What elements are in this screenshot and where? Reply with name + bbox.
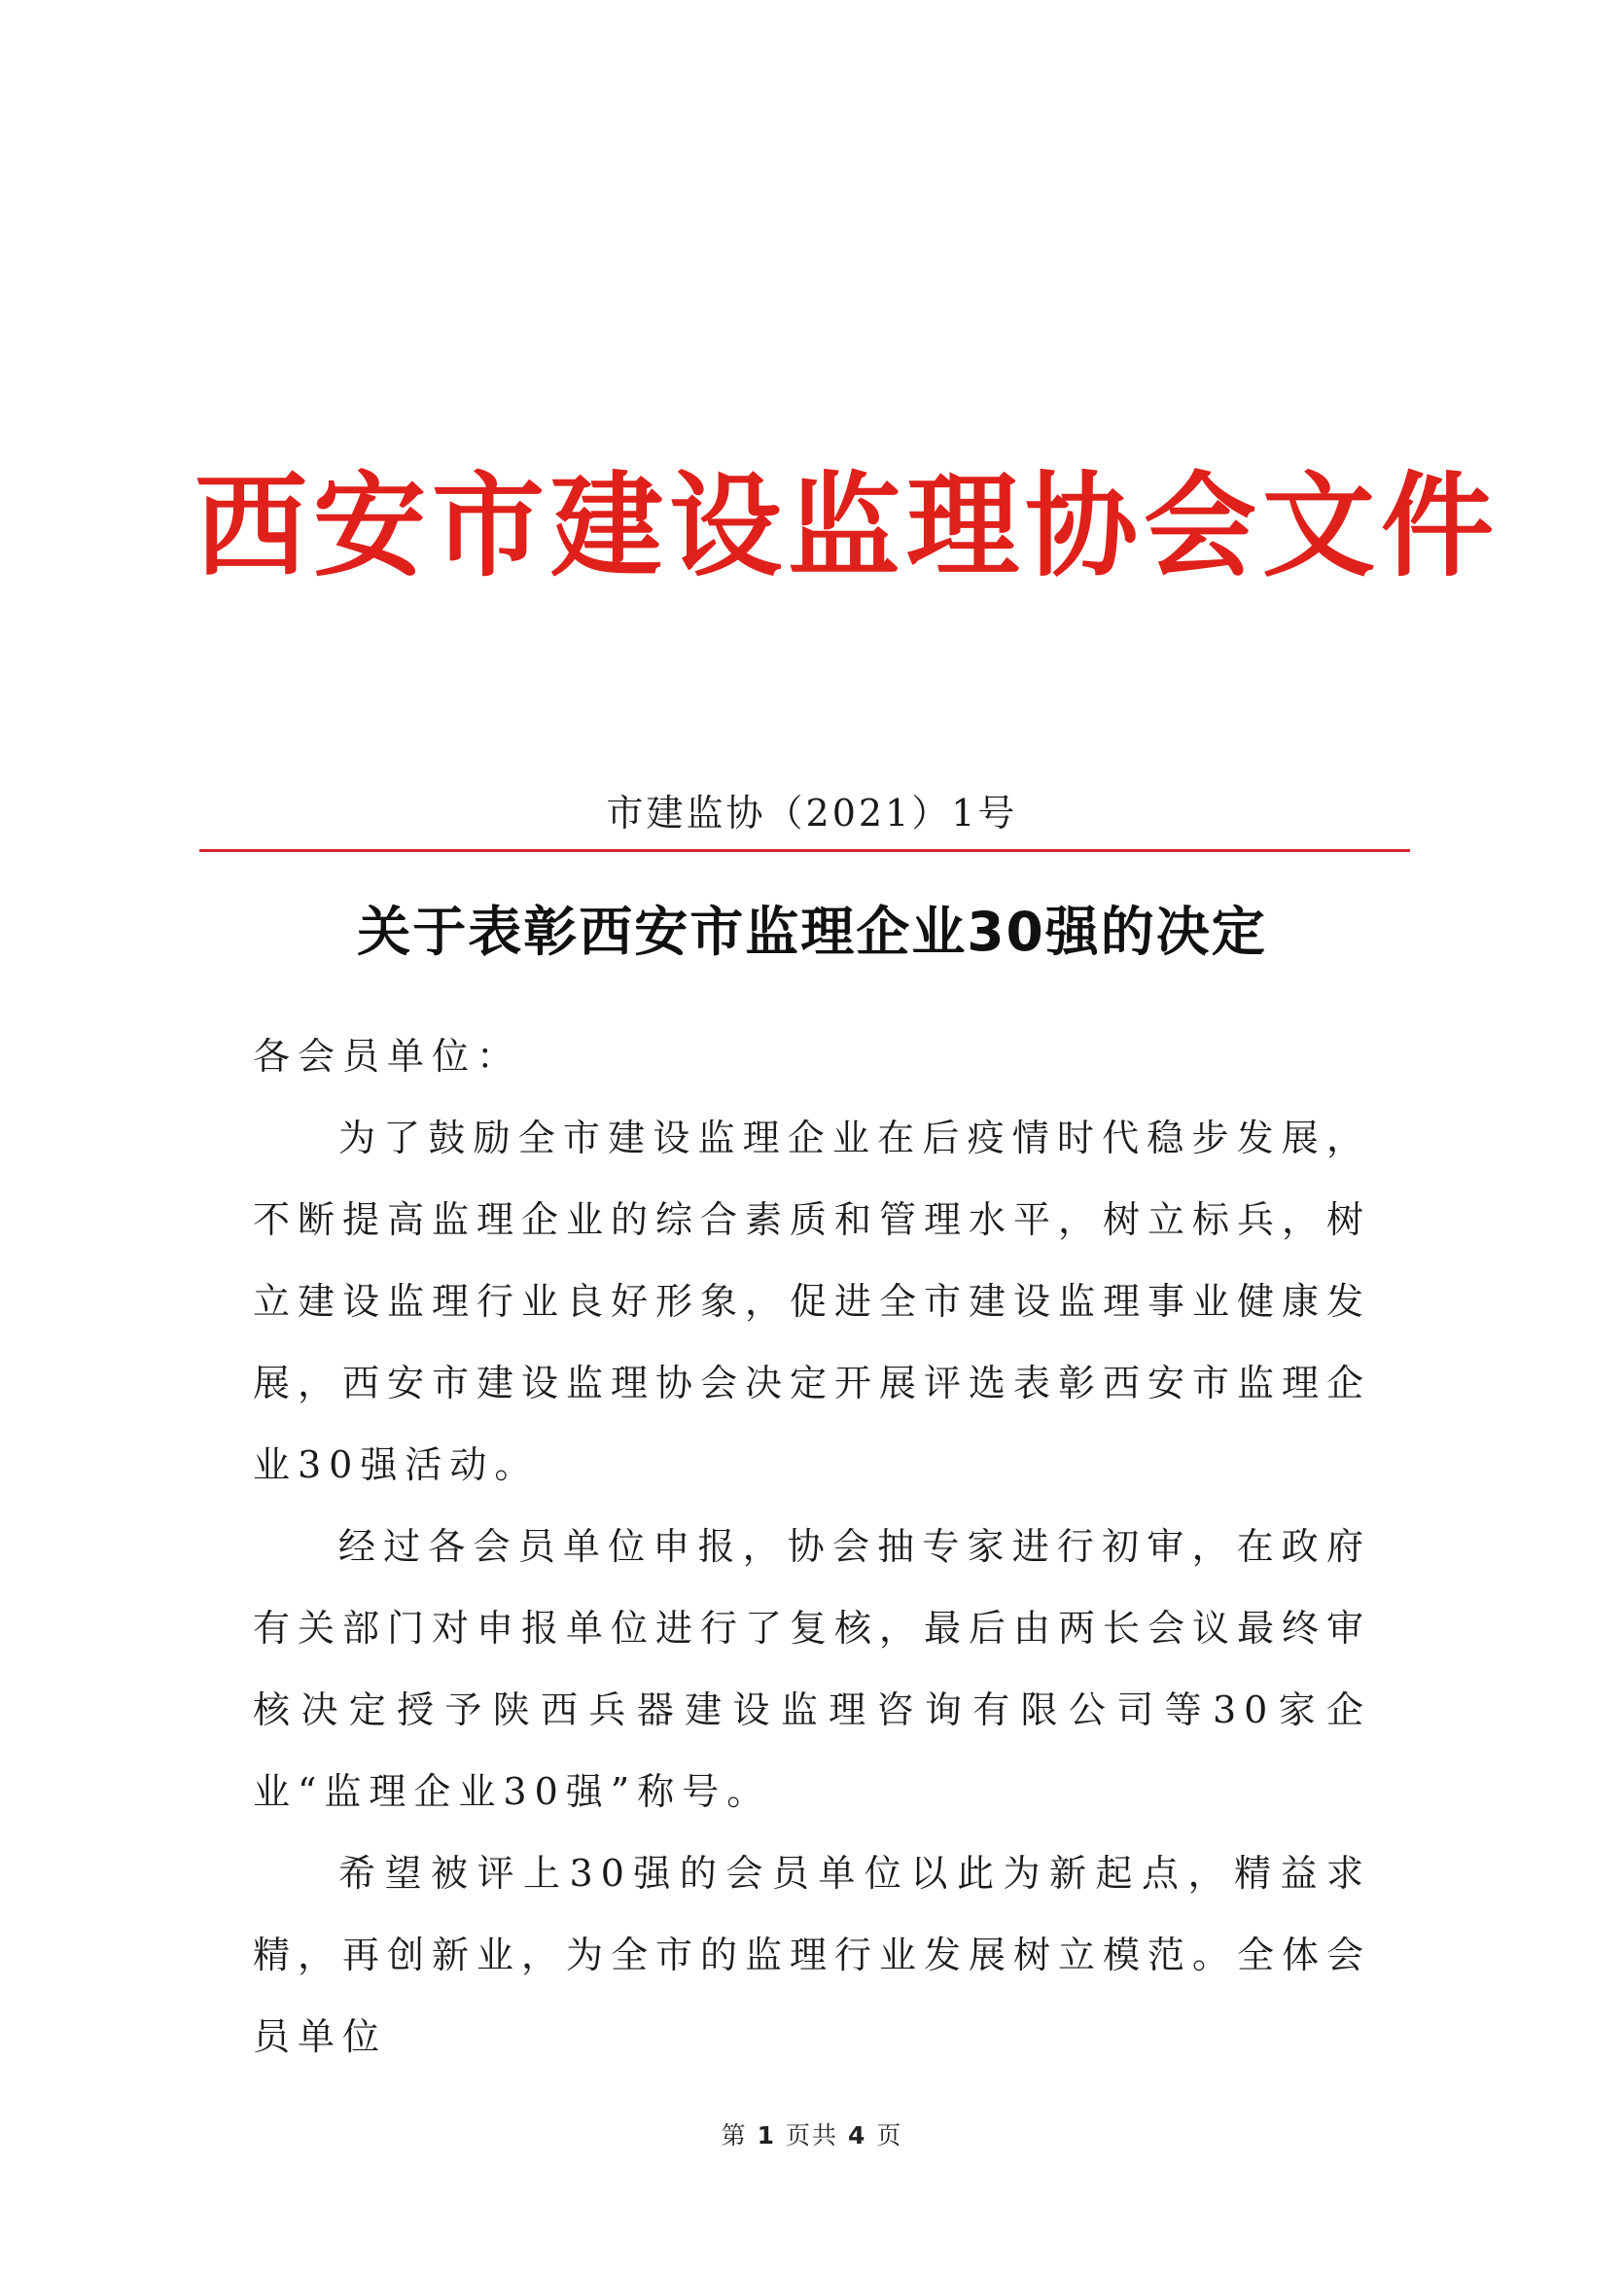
footer-suffix: 页: [876, 2121, 903, 2150]
footer-prefix: 第: [721, 2121, 748, 2150]
issuer-header-title: 西安市建设监理协会文件: [194, 461, 1500, 592]
salutation: 各会员单位：: [253, 1035, 522, 1078]
document-number: 市建监协（2021）1号: [606, 792, 1018, 835]
document-body: [253, 1015, 1371, 2078]
footer-page-number: 1: [757, 2121, 777, 2150]
body-paragraph-2: 经过各会员单位申报，协会抽专家进行初审，在政府有关部门对申报单位进行了复核，最后由两长会议最终审核决定授予陕西兵器建设监理咨询有限公司等30家企业“监理企业30强”称号。: [253, 1525, 1372, 1813]
footer-middle: 页共: [785, 2121, 838, 2150]
body-paragraph-1: 为了鼓励全市建设监理企业在后疫情时代稳步发展，不断提高监理企业的综合素质和管理水平，树立标兵，树立建设监理行业良好形象，促进全市建设监理事业健康发展，西安市建设监理协会决定开展评选表彰西安市监理企业30强活动。: [253, 1117, 1372, 1486]
body-paragraph-3: 希望被评上30强的会员单位以此为新起点，精益求精，再创新业，为全市的监理行业发展树立模范。全体会员单位: [253, 1852, 1372, 2058]
decision-title: 关于表彰西安市监理企业30强的决定: [357, 901, 1267, 963]
page-footer: [0, 2118, 1624, 2153]
footer-total-pages: 4: [847, 2121, 867, 2150]
red-divider-line: [199, 849, 1410, 852]
